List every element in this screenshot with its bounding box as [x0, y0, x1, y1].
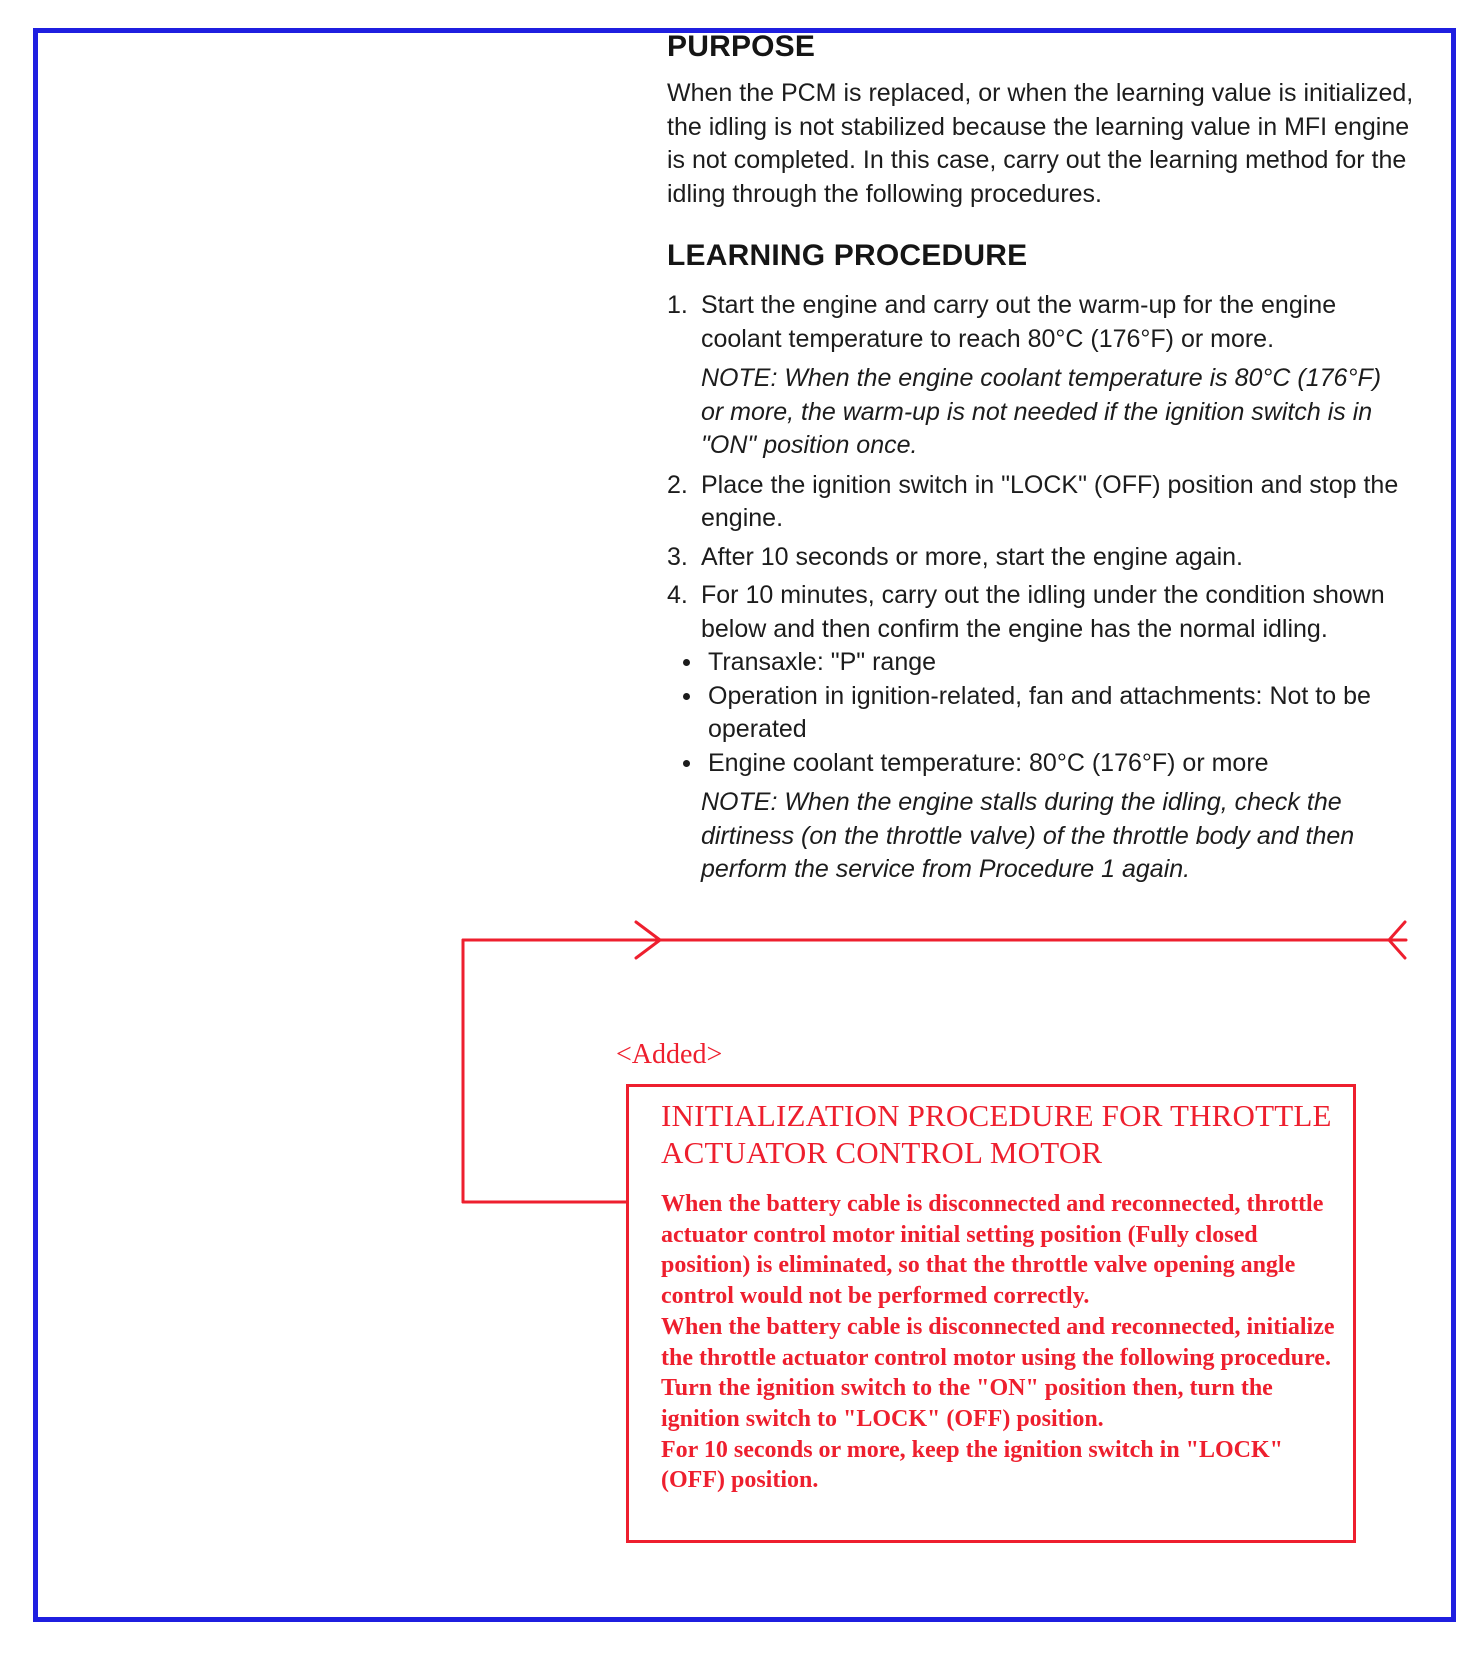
step-4: [667, 579, 1407, 646]
step-1: [667, 289, 1407, 356]
added-title: INITIALIZATION PROCEDURE FOR THROTTLE ACTUATOR CONTROL MOTOR: [661, 1098, 1332, 1170]
step-3: [667, 541, 1407, 575]
purpose-heading: PURPOSE: [667, 30, 816, 63]
step-number: 1.: [667, 291, 688, 319]
added-paragraph: Turn the ignition switch to the "ON" position then, turn the ignition switch to "LOCK" (OFF) position.: [661, 1375, 1273, 1432]
purpose-body: When the PCM is replaced, or when the learning value is initialized, the idling is not stabilized because the learning value in MFI engine is not completed. In this case, carry out the learning method for the idling through the following procedures.: [667, 79, 1414, 208]
step-1-note: NOTE: When the engine coolant temperature is 80°C (176°F) or more, the warm-up is not needed if the ignition switch is in "ON" position once.: [701, 364, 1382, 459]
list-item: Operation in ignition-related, fan and attachments: Not to be operated: [667, 680, 1407, 747]
bullet-icon: [683, 693, 690, 700]
step-text: After 10 seconds or more, start the engine again.: [701, 542, 1243, 571]
added-paragraph: For 10 seconds or more, keep the ignition switch in "LOCK" (OFF) position.: [661, 1436, 1283, 1494]
added-tag: <Added>: [616, 1039, 723, 1070]
step-text: Start the engine and carry out the warm-up for the engine coolant temperature to reach 80°C (176°F) or more.: [701, 291, 1337, 353]
list-item: Transaxle: "P" range: [667, 646, 1407, 680]
added-body: [661, 1189, 1339, 1496]
added-paragraph: When the battery cable is disconnected and reconnected, initialize the throttle actuator control motor using the following procedure.: [661, 1313, 1335, 1371]
step-2: [667, 469, 1407, 536]
condition-list: [667, 646, 1407, 780]
added-paragraph: When the battery cable is disconnected and reconnected, throttle actuator control motor initial setting position (Fully closed position) is eliminated, so that the throttle valve opening angle control would not be performed correctly.: [661, 1191, 1324, 1310]
step-text: For 10 minutes, carry out the idling under the condition shown below and then confirm the engine has the normal idling.: [701, 581, 1385, 643]
bullet-icon: [683, 760, 690, 767]
added-section: [626, 1084, 1356, 1543]
step-number: 4.: [667, 581, 688, 609]
step-text: Place the ignition switch in "LOCK" (OFF) position and stop the engine.: [701, 470, 1399, 532]
learning-procedure-heading: LEARNING PROCEDURE: [667, 239, 1028, 272]
learning-steps: [667, 289, 1407, 887]
list-item: Engine coolant temperature: 80°C (176°F) or more: [667, 747, 1407, 781]
bullet-icon: [683, 659, 690, 666]
step-number: 2.: [667, 470, 688, 499]
step-number: 3.: [667, 542, 688, 571]
step-4-note: NOTE: When the engine stalls during the idling, check the dirtiness (on the throttle valve) of the throttle body and then perform the service from Procedure 1 again.: [701, 788, 1355, 883]
